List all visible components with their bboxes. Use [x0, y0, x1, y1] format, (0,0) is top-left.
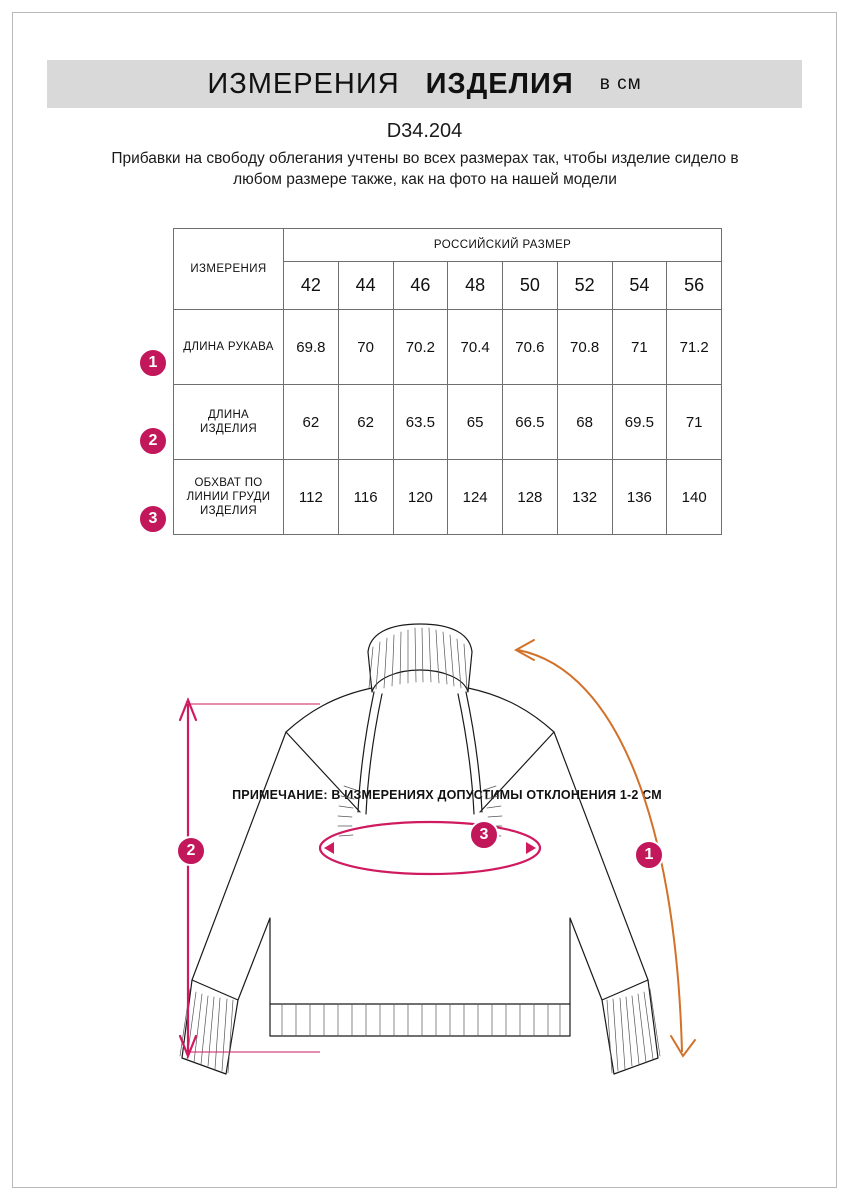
table-marker-3: 3: [138, 504, 168, 534]
header-banner: [47, 60, 802, 108]
table-row: [174, 460, 722, 535]
article-code: D34.204: [386, 120, 463, 142]
table-cell: 120: [393, 460, 448, 535]
table-cell: 69.8: [284, 310, 339, 385]
size-header-cell: 44: [338, 262, 393, 310]
table-cell: 66.5: [503, 385, 558, 460]
article-description: Прибавки на свободу облегания учтены во всех размерах так, чтобы изделие сидело в любом размере также, как на фото на нашей модели: [111, 150, 739, 188]
table-cell: 70.4: [448, 310, 503, 385]
table-cell: 65: [448, 385, 503, 460]
illustration-marker-3: 3: [469, 820, 499, 850]
table-cell: 70.2: [393, 310, 448, 385]
table-cell: 128: [503, 460, 558, 535]
illustration-marker-1: 1: [634, 840, 664, 870]
table-cell: 132: [557, 460, 612, 535]
table-marker-1: 1: [138, 348, 168, 378]
table-group-header: РОССИЙСКИЙ РАЗМЕР: [284, 229, 722, 262]
row-label-product-length: ДЛИНА ИЗДЕЛИЯ: [174, 385, 284, 460]
table-cell: 70.8: [557, 310, 612, 385]
size-header-cell: 56: [667, 262, 722, 310]
header-units: в см: [599, 73, 642, 94]
size-header-cell: 48: [448, 262, 503, 310]
table-cell: 140: [667, 460, 722, 535]
size-header-cell: 42: [284, 262, 339, 310]
size-table-wrapper: [173, 228, 721, 802]
header-title-product: ИЗДЕЛИЯ: [425, 67, 574, 100]
table-cell: 70.6: [503, 310, 558, 385]
table-cell: 71: [667, 385, 722, 460]
size-header-cell: 50: [503, 262, 558, 310]
table-cell: 69.5: [612, 385, 667, 460]
table-cell: 112: [284, 460, 339, 535]
size-table: [173, 228, 722, 535]
table-header-group-row: [174, 229, 722, 262]
row-label-sleeve-length: ДЛИНА РУКАВА: [174, 310, 284, 385]
size-header-cell: 46: [393, 262, 448, 310]
table-marker-2: 2: [138, 426, 168, 456]
table-row: [174, 385, 722, 460]
table-cell: 62: [338, 385, 393, 460]
row-label-chest-girth: ОБХВАТ ПО ЛИНИИ ГРУДИ ИЗДЕЛИЯ: [174, 460, 284, 535]
table-cell: 124: [448, 460, 503, 535]
table-cell: 116: [338, 460, 393, 535]
table-note: ПРИМЕЧАНИЕ: В ИЗМЕРЕНИЯХ ДОПУСТИМЫ ОТКЛОНЕНИЯ 1-2 СМ: [232, 788, 662, 802]
table-cell: 71.2: [667, 310, 722, 385]
table-corner-header: ИЗМЕРЕНИЯ: [174, 229, 284, 310]
size-header-cell: 52: [557, 262, 612, 310]
header-title-measurements: ИЗМЕРЕНИЯ: [207, 67, 400, 100]
table-cell: 62: [284, 385, 339, 460]
table-cell: 70: [338, 310, 393, 385]
illustration-marker-2: 2: [176, 836, 206, 866]
table-row: [174, 310, 722, 385]
size-header-cell: 54: [612, 262, 667, 310]
table-cell: 68: [557, 385, 612, 460]
table-cell: 63.5: [393, 385, 448, 460]
table-cell: 136: [612, 460, 667, 535]
table-cell: 71: [612, 310, 667, 385]
